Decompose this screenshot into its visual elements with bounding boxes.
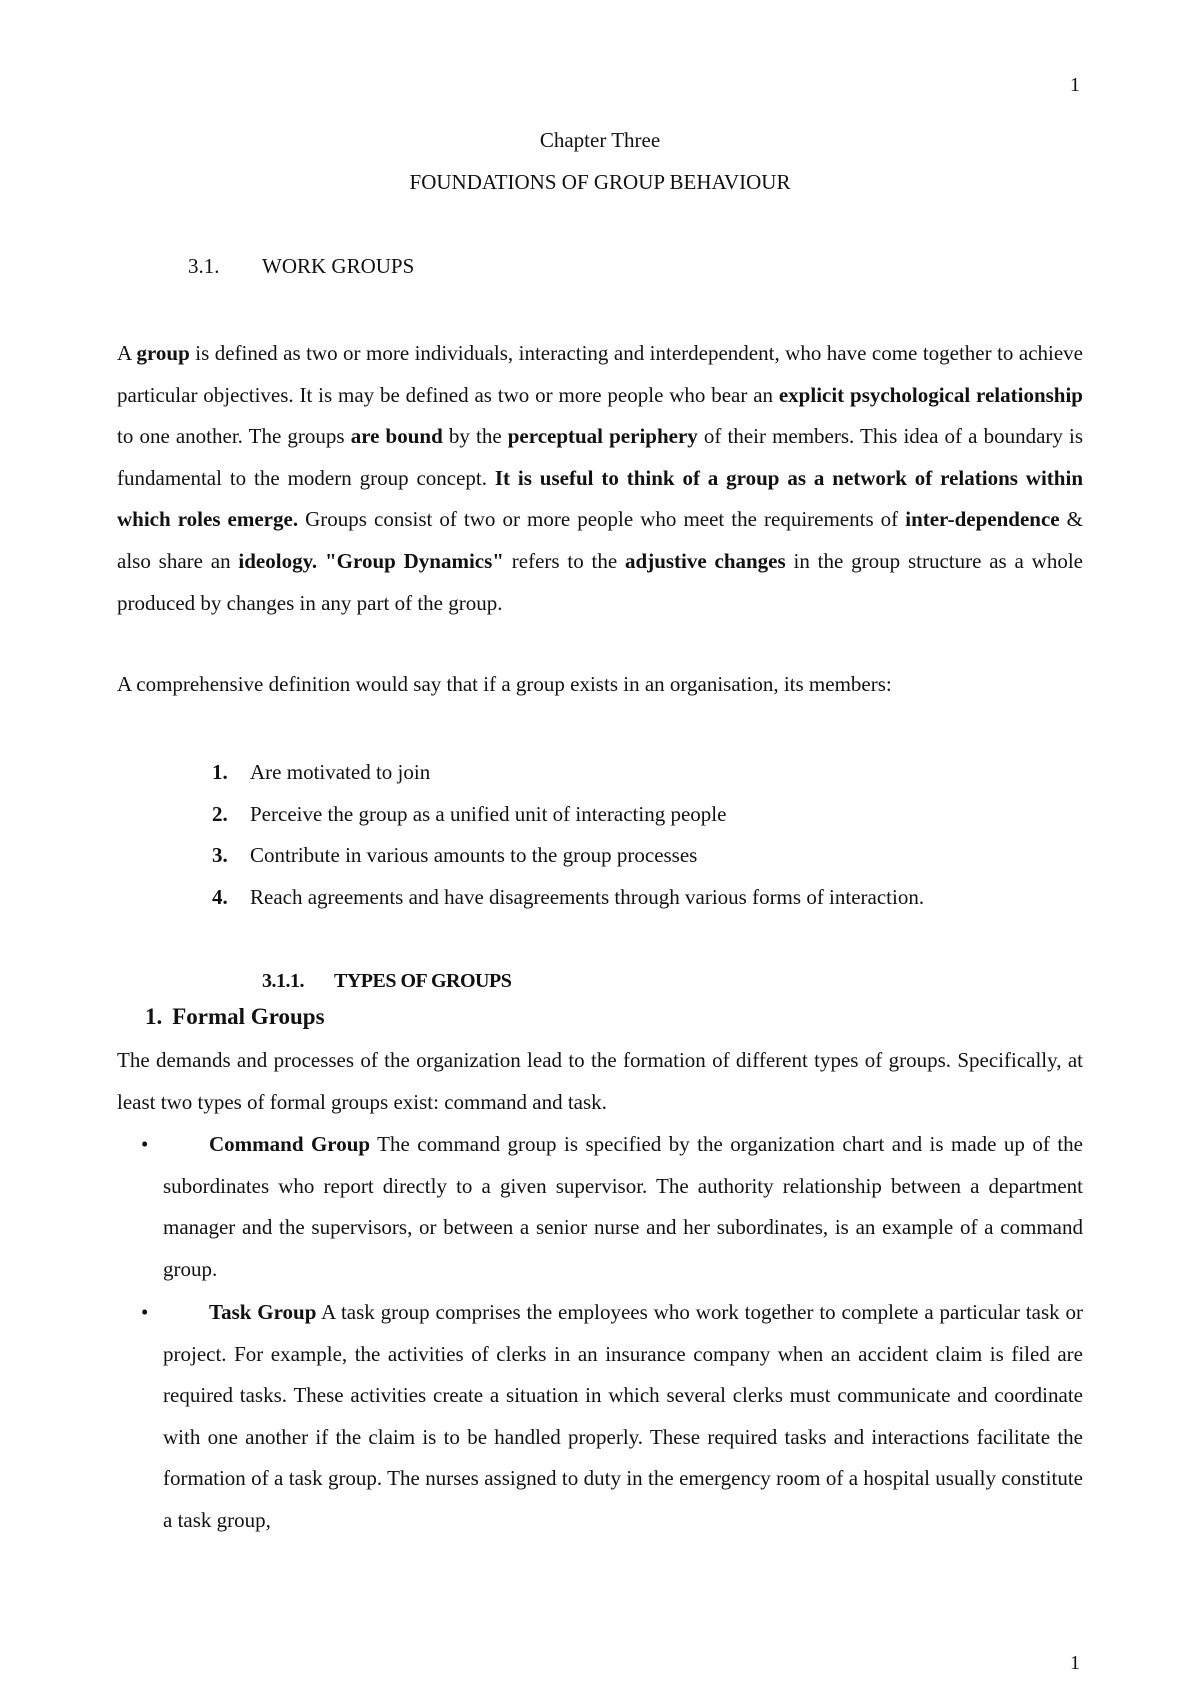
list-item	[212, 794, 924, 836]
list-item-text: Are motivated to join	[250, 760, 431, 784]
list-item-text: Reach agreements and have disagreements through various forms of interaction.	[250, 884, 925, 909]
list-item	[212, 835, 924, 877]
list-item-number: 3.	[212, 843, 228, 868]
section-heading-3-1	[188, 254, 414, 279]
section-title: TYPES OF GROUPS	[334, 970, 512, 992]
list-item-number: 1.	[212, 760, 228, 784]
heading-text: Formal Groups	[172, 1004, 325, 1029]
bullet-title: Task Group	[209, 1300, 317, 1324]
bullet-command-group	[141, 1124, 1083, 1290]
page-number-bottom: 1	[1070, 1652, 1080, 1674]
list-item-text: Perceive the group as a unified unit of interacting people	[250, 801, 727, 826]
paragraph-comprehensive-definition: A comprehensive definition would say that if a group exists in an organisation, its members:	[117, 672, 892, 696]
chapter-label: Chapter Three	[539, 128, 661, 152]
section-number: 3.1.	[188, 254, 220, 278]
paragraph-formal-groups: The demands and processes of the organization lead to the formation of different types of groups. Specifically, at least two types of formal groups exist: command and task.	[117, 1048, 1083, 1114]
members-numbered-list	[212, 752, 924, 918]
section-number: 3.1.1.	[262, 970, 304, 992]
paragraph-group-definition: A group is defined as two or more individuals, interacting and interdependent, who have come together to achieve particular objectives. It is may be defined as two or more people who bear an explicit psychological relationship to one another. The groups are bound by the perceptual periphery of their members. This idea of a boundary is fundamental to the modern group concept. It is useful to think of a group as a network of relations within which roles emerge. Groups consist of two or more people who meet the requirements of inter-dependence & also share an ideology. "Group Dynamics" refers to the adjustive changes in the group structure as a whole produced by changes in any part of the group.	[117, 341, 1083, 615]
list-item-text: Contribute in various amounts to the group processes	[250, 843, 698, 868]
page-number-top: 1	[1070, 74, 1080, 96]
list-item-number: 2.	[212, 801, 228, 826]
bullet-title: Command Group	[209, 1132, 371, 1156]
bullet-text: A task group comprises the employees who work together to complete a particular task or project. For example, the activities of clerks in an insurance company when an accident claim is filed are required tasks. These activities create a situation in which several clerks must communicate and coordinate with one another if the claim is to be handled properly. These required tasks and interactions facilitate the formation of a task group. The nurses assigned to duty in the emergency room of a hospital usually constitute a task group,	[163, 1300, 1083, 1532]
section-title: WORK GROUPS	[262, 254, 415, 278]
bullet-icon: •	[141, 1300, 149, 1324]
bullet-text: The command group is specified by the organization chart and is made up of the subordinates who report directly to a given supervisor. The authority relationship between a department manager and the supervisors, or between a senior nurse and her subordinates, is an example of a command group.	[163, 1132, 1083, 1281]
bullet-task-group	[141, 1292, 1083, 1542]
list-item	[212, 877, 924, 919]
list-item	[212, 752, 924, 794]
bullet-icon: •	[141, 1132, 149, 1156]
section-heading-3-1-1	[262, 970, 511, 993]
formal-groups-heading	[145, 1004, 325, 1030]
heading-number: 1.	[145, 1004, 163, 1029]
page-title: FOUNDATIONS OF GROUP BEHAVIOUR	[409, 170, 791, 194]
list-item-number: 4.	[212, 884, 228, 909]
